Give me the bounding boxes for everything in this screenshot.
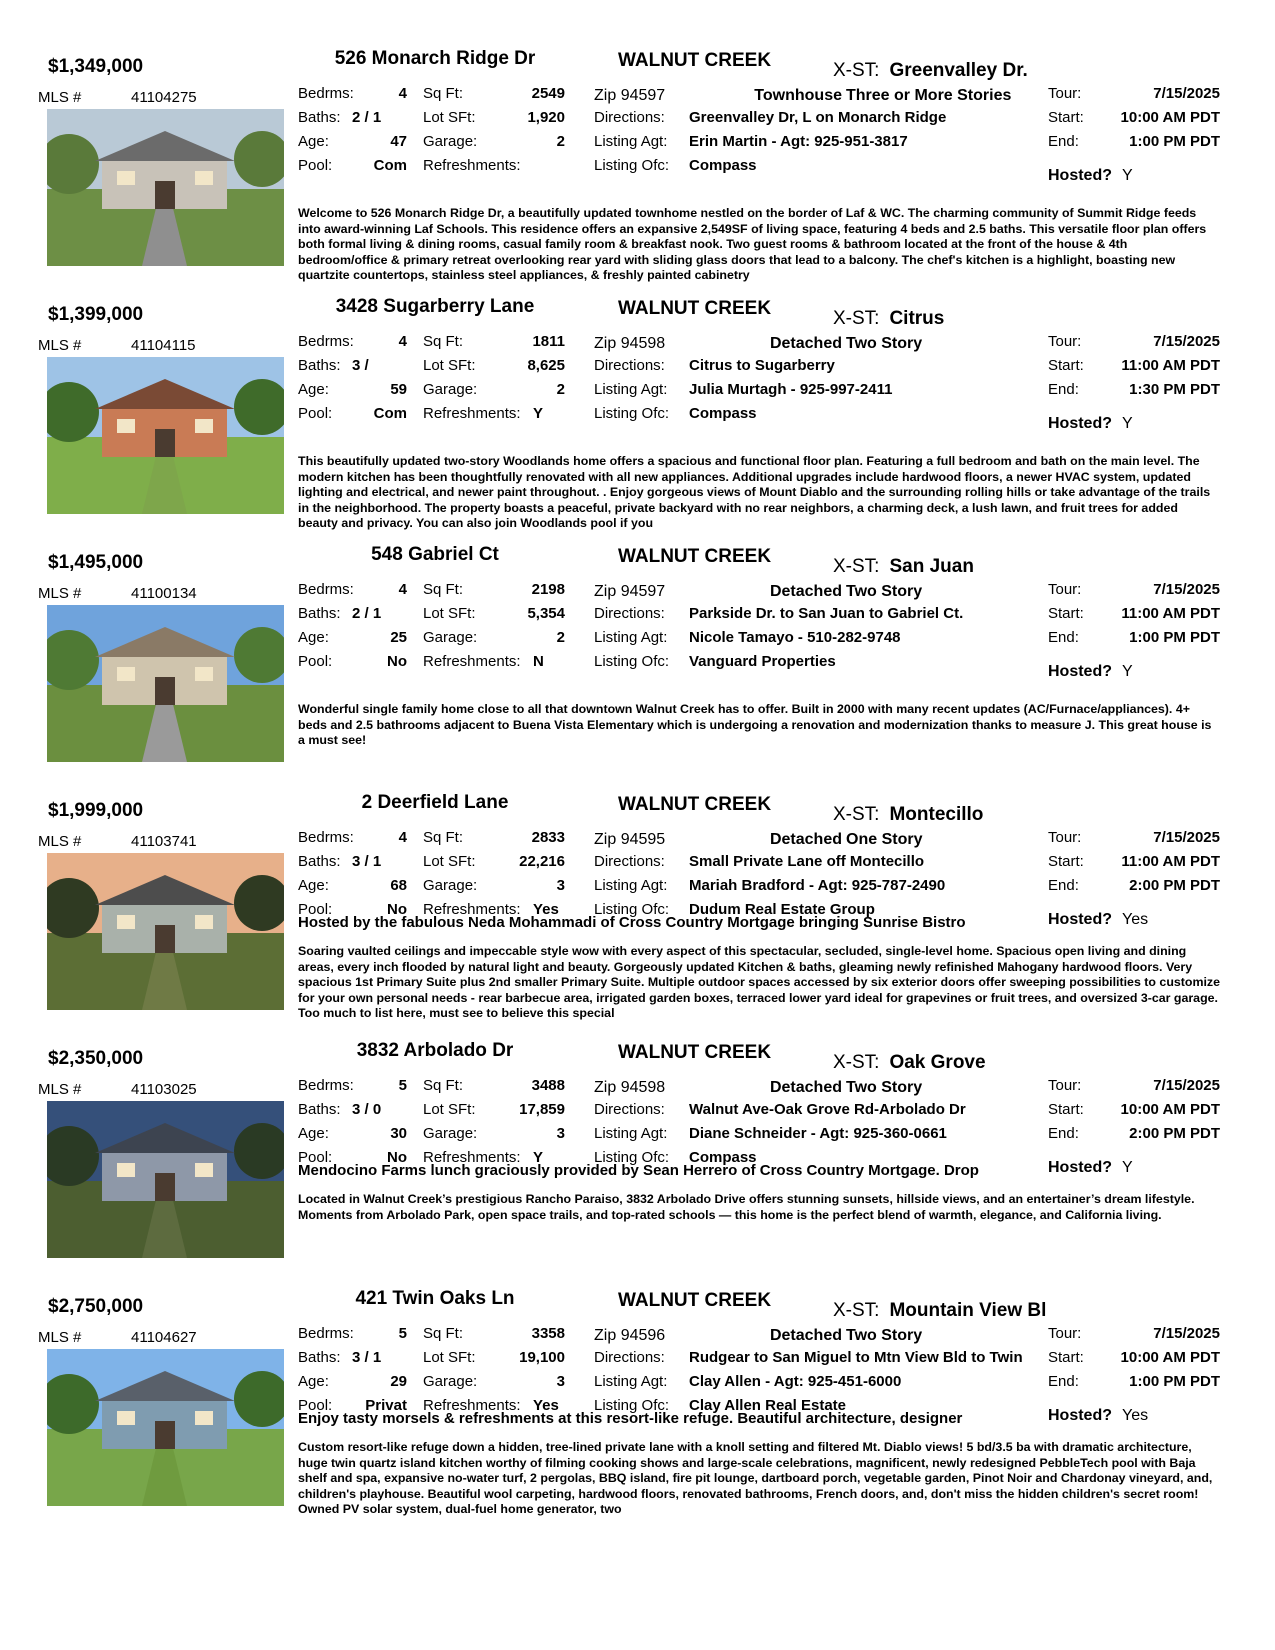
lot-sqft-value: 17,859 [519,1101,565,1118]
open-house-note: Hosted by the fabulous Neda Mohammadi of Cross Country Mortgage bringing Sunrise Bistro [298,914,966,931]
lot-sqft-label: Lot SFt: [423,853,476,870]
garage-label: Garage: [423,133,478,150]
property-type: Townhouse [754,87,842,104]
listing-office-value: Compass [689,1149,757,1166]
garage-label: Garage: [423,381,478,398]
refreshments-label: Refreshments: [423,653,521,670]
listing-price: $2,750,000 [48,1296,144,1317]
directions-value: Rudgear to San Miguel to Mtn View Bld to Twin [689,1349,1023,1366]
listing-address: 548 Gabriel Ct [371,544,499,565]
sqft-label: Sq Ft: [423,829,464,846]
refreshments-value: Yes [533,901,559,918]
hosted [1048,911,1148,929]
hosted-label: Hosted? [1048,911,1112,928]
pool-label: Pool: [298,1149,333,1166]
age-value: 59 [390,381,407,398]
directions-label: Directions: [594,853,665,870]
zip-label: Zip 94598 [594,335,666,352]
hosted-value: Yes [1122,911,1149,928]
hosted-label: Hosted? [1048,663,1112,680]
listing-office-value: Clay Allen Real Estate [689,1397,847,1414]
lot-sqft-label: Lot SFt: [423,357,476,374]
hosted [1048,167,1133,185]
listing-address: 421 Twin Oaks Ln [355,1288,515,1309]
pool-value: Com [373,157,407,174]
start-label: Start: [1048,109,1084,126]
listing-card [0,1286,1275,1546]
start-label: Start: [1048,1349,1084,1366]
age-label: Age: [298,629,329,646]
listing-agent-label: Listing Agt: [594,1125,668,1142]
sqft-value: 3488 [531,1077,565,1094]
age-label: Age: [298,1373,329,1390]
mls-label: MLS # [38,585,82,602]
listing-agent-label: Listing Agt: [594,1373,668,1390]
baths-value: 3 / 1 [352,1349,382,1366]
listing-city: WALNUT CREEK [618,1290,772,1311]
tour-label: Tour: [1048,581,1082,598]
listing-office-label: Listing Ofc: [594,1149,670,1166]
pool-label: Pool: [298,405,333,422]
listing-card [0,294,1275,554]
cross-street [833,556,974,578]
property-photo [47,109,284,266]
mls-label: MLS # [38,337,82,354]
zip-value: 94597 [620,583,666,600]
bedrooms-label: Bedrms: [298,1077,354,1094]
cross-street-value: San Juan [889,556,974,577]
tour-date: 7/15/2025 [1153,829,1220,846]
sqft-value: 2198 [531,581,565,598]
sqft-value: 2549 [531,85,565,102]
zip-label: Zip 94596 [594,1327,666,1344]
property-stories: Two Story [846,335,923,352]
listing-price: $2,350,000 [48,1048,144,1069]
mls-number: 41104275 [131,89,197,106]
property-photo [47,853,284,1010]
end-time: 1:00 PM PDT [1129,1373,1220,1390]
listing-agent-label: Listing Agt: [594,133,668,150]
mls-number: 41104627 [131,1329,197,1346]
listing-description: Soaring vaulted ceilings and impeccable style wow with every aspect of this spectacular, secluded, single-level home. Spacious open living and dining areas, every inch flooded by natural light and beauty. Gorgeously updated Kitchen & baths, gleaming newly refinished Mahogany hardwood floors. Very spacious 1st Primary Suite plus 2nd smaller Primary Suite. Multiple outdoor spaces accessed by six exterior doors offer sweeping possibilities to customize for your own personal needs - rear barbecue area, irrigated garden boxes, terraced lower yard ideal for grapevines or fruit trees, and oversized 3-car garage. Too much to list here, must see to believe this special [298,944,1220,1020]
listing-office-label: Listing Ofc: [594,405,670,422]
lot-sqft-label: Lot SFt: [423,1101,476,1118]
cross-street [833,804,983,826]
cross-street-label: X-ST: [833,60,880,81]
tour-date: 7/15/2025 [1153,333,1220,350]
hosted [1048,415,1133,433]
bedrooms-label: Bedrms: [298,85,354,102]
cross-street-value: Montecillo [889,804,984,825]
tour-label: Tour: [1048,85,1082,102]
baths-value: 3 / 1 [352,853,382,870]
pool-label: Pool: [298,1397,333,1414]
tour-label: Tour: [1048,333,1082,350]
listing-price: $1,399,000 [48,304,144,325]
listing-address: 3428 Sugarberry Lane [335,296,535,317]
end-label: End: [1048,877,1079,894]
property-photo [47,605,284,762]
directions-label: Directions: [594,357,665,374]
property-type: Detached [769,583,842,600]
pool-value: No [387,1149,407,1166]
listing-card [0,1038,1275,1298]
cross-street-value: Citrus [889,308,945,329]
end-label: End: [1048,1125,1079,1142]
sqft-label: Sq Ft: [423,333,464,350]
garage-value: 2 [556,381,565,398]
age-value: 29 [390,1373,407,1390]
start-time: 11:00 AM PDT [1121,605,1220,622]
mls-label: MLS # [38,1081,82,1098]
cross-street [833,1300,1046,1322]
sqft-label: Sq Ft: [423,581,464,598]
garage-value: 2 [556,629,565,646]
property-type: Detached [769,335,842,352]
cross-street [833,60,1028,82]
end-time: 2:00 PM PDT [1129,1125,1220,1142]
start-label: Start: [1048,853,1084,870]
listing-agent-value: Mariah Bradford - Agt: 925-787-2490 [689,877,946,894]
baths-value: 3 / 0 [352,1101,382,1118]
listing-price: $1,495,000 [48,552,144,573]
end-time: 1:00 PM PDT [1129,629,1220,646]
cross-street-label: X-ST: [833,1300,880,1321]
lot-sqft-label: Lot SFt: [423,109,476,126]
end-time: 1:30 PM PDT [1129,381,1220,398]
baths-label: Baths: [298,357,341,374]
garage-value: 2 [556,133,565,150]
directions-value: Parkside Dr. to San Juan to Gabriel Ct. [689,605,964,622]
listing-agent-label: Listing Agt: [594,877,668,894]
mls-label: MLS # [38,89,82,106]
refreshments-value: Y [533,405,544,422]
tour-date: 7/15/2025 [1153,85,1220,102]
listing-office-value: Compass [689,157,757,174]
pool-value: Com [373,405,407,422]
cross-street [833,308,944,330]
lot-sqft-label: Lot SFt: [423,1349,476,1366]
age-label: Age: [298,1125,329,1142]
hosted-value: Y [1122,663,1133,680]
start-time: 11:00 AM PDT [1121,357,1220,374]
mls-number: 41103025 [131,1081,197,1098]
garage-value: 3 [556,1125,565,1142]
tour-label: Tour: [1048,1077,1082,1094]
bedrooms-value: 5 [398,1077,407,1094]
cross-street-value: Greenvalley Dr. [889,60,1028,81]
pool-label: Pool: [298,157,333,174]
listing-address: 2 Deerfield Lane [361,792,509,813]
refreshments-label: Refreshments: [423,1149,521,1166]
baths-value: 2 / 1 [352,605,382,622]
listing-office-label: Listing Ofc: [594,1397,670,1414]
listing-city: WALNUT CREEK [618,298,772,319]
zip-label: Zip 94597 [594,583,666,600]
listing-city: WALNUT CREEK [618,50,772,71]
cross-street-label: X-ST: [833,556,880,577]
refreshments-label: Refreshments: [423,405,521,422]
lot-sqft-value: 5,354 [527,605,565,622]
listing-description: Welcome to 526 Monarch Ridge Dr, a beautifully updated townhome nestled on the border of Laf & WC. The charming community of Summit Ridge feeds into award-winning Laf Schools. This residence offers an expansive 2,549SF of living space, featuring 4 beds and 2.5 baths. This versatile floor plan offers both formal living & dining rooms, casual family room & breakfast nook. Two guest rooms & bathroom located at the front of the house & 4th bedroom/office & primary retreat overlooking rear yard with sliding glass doors that lead to a balcony. The chef's kitchen is a highlight, boasting new quartzite countertops, stainless steel appliances, & freshly painted cabinetry [298,206,1207,282]
property-photo [47,1349,284,1506]
zip-value: 94597 [620,87,666,104]
property-type: Detached [769,1327,842,1344]
zip-value: 94595 [620,831,666,848]
lot-sqft-value: 22,216 [519,853,565,870]
listing-office-value: Compass [689,405,757,422]
mls-number: 41100134 [131,585,197,602]
listing-city: WALNUT CREEK [618,1042,772,1063]
listing-address: 526 Monarch Ridge Dr [334,48,536,69]
bedrooms-value: 4 [398,829,407,846]
property-photo [47,357,284,514]
baths-value: 2 / 1 [352,109,382,126]
sqft-value: 2833 [531,829,565,846]
age-value: 47 [390,133,407,150]
listing-agent-value: Erin Martin - Agt: 925-951-3817 [689,133,908,150]
age-value: 68 [390,877,407,894]
refreshments-label: Refreshments: [423,1397,521,1414]
listing-agent-value: Julia Murtagh - 925-997-2411 [689,381,893,398]
tour-date: 7/15/2025 [1153,1325,1220,1342]
start-time: 10:00 AM PDT [1120,1349,1220,1366]
listing-office-label: Listing Ofc: [594,901,670,918]
pool-label: Pool: [298,653,333,670]
listing-office-label: Listing Ofc: [594,157,670,174]
lot-sqft-value: 1,920 [527,109,565,126]
property-stories: One Story [846,831,923,848]
start-label: Start: [1048,357,1084,374]
listing-office-value: Dudum Real Estate Group [689,901,875,918]
open-house-note: Enjoy tasty morsels & refreshments at this resort-like refuge. Beautiful architecture, designer [298,1410,963,1427]
listing-city: WALNUT CREEK [618,794,772,815]
listing-description: Located in Walnut Creek’s prestigious Rancho Paraiso, 3832 Arbolado Drive offers stunning sunsets, hillside views, and an entertainer’s dream lifestyle. Moments from Arbolado Park, open space trails, and top-rated schools — this home is the perfect blend of warmth, elegance, and California living. [298,1192,1195,1222]
end-time: 1:00 PM PDT [1129,133,1220,150]
directions-value: Citrus to Sugarberry [689,357,835,374]
hosted [1048,1407,1148,1425]
tour-label: Tour: [1048,829,1082,846]
start-time: 10:00 AM PDT [1120,109,1220,126]
refreshments-value: Yes [533,1397,559,1414]
sqft-label: Sq Ft: [423,85,464,102]
end-label: End: [1048,1373,1079,1390]
lot-sqft-label: Lot SFt: [423,605,476,622]
hosted-value: Yes [1122,1407,1149,1424]
zip-value: 94598 [620,1079,666,1096]
bedrooms-value: 4 [398,333,407,350]
zip-value: 94596 [620,1327,666,1344]
garage-label: Garage: [423,1125,478,1142]
property-stories: Three or More Stories [846,87,1012,104]
property-stories: Two Story [846,583,923,600]
cross-street-label: X-ST: [833,1052,880,1073]
listing-card [0,790,1275,1050]
bedrooms-label: Bedrms: [298,1325,354,1342]
refreshments-label: Refreshments: [423,901,521,918]
listing-agent-label: Listing Agt: [594,629,668,646]
bedrooms-label: Bedrms: [298,581,354,598]
lot-sqft-value: 8,625 [527,357,565,374]
hosted-label: Hosted? [1048,1407,1112,1424]
baths-label: Baths: [298,109,341,126]
property-photo [47,1101,284,1258]
property-stories: Two Story [846,1327,923,1344]
zip-label: Zip 94597 [594,87,666,104]
directions-label: Directions: [594,1349,665,1366]
zip-label: Zip 94598 [594,1079,666,1096]
end-time: 2:00 PM PDT [1129,877,1220,894]
age-value: 25 [390,629,407,646]
bedrooms-value: 4 [398,85,407,102]
end-label: End: [1048,629,1079,646]
mls-number: 41104115 [131,337,196,354]
bedrooms-value: 4 [398,581,407,598]
bedrooms-label: Bedrms: [298,829,354,846]
directions-label: Directions: [594,605,665,622]
sqft-value: 1811 [532,333,565,350]
directions-value: Small Private Lane off Montecillo [689,853,925,870]
garage-value: 3 [556,877,565,894]
garage-label: Garage: [423,629,478,646]
baths-label: Baths: [298,605,341,622]
pool-value: Privat [365,1397,407,1414]
hosted-label: Hosted? [1048,415,1112,432]
property-stories: Two Story [846,1079,923,1096]
listing-price: $1,999,000 [48,800,144,821]
listing-description: This beautifully updated two-story Woodlands home offers a spacious and functional floor plan. Featuring a full bedroom and bath on the main level. The modern kitchen has been thoughtfully renovated with all new appliances. Additional upgrades include hardwood floors, a newer HVAC system, updated lighting and electrical, and newer paint throughout. . Enjoy gorgeous views of Mount Diablo and the surrounding rolling hills or take advantage of the trails in the neighborhood. The property boasts a peaceful, private backyard with no rear neighbors, a charming deck, a lush lawn, and fruit trees for added beauty and privacy. You can also join Woodlands pool if you [298,454,1211,530]
hosted [1048,1159,1133,1177]
bedrooms-label: Bedrms: [298,333,354,350]
tour-label: Tour: [1048,1325,1082,1342]
mls-label: MLS # [38,833,82,850]
end-label: End: [1048,381,1079,398]
property-type: Detached [769,1079,842,1096]
pool-value: No [387,901,407,918]
listing-office-value: Vanguard Properties [689,653,836,670]
garage-label: Garage: [423,877,478,894]
mls-number: 41103741 [131,833,197,850]
hosted [1048,663,1133,681]
hosted-label: Hosted? [1048,167,1112,184]
listing-agent-value: Clay Allen - Agt: 925-451-6000 [689,1373,902,1390]
zip-label: Zip 94595 [594,831,666,848]
baths-value: 3 / [352,357,369,374]
start-time: 10:00 AM PDT [1120,1101,1220,1118]
refreshments-label: Refreshments: [423,157,521,174]
age-label: Age: [298,381,329,398]
cross-street-label: X-ST: [833,804,880,825]
listing-address: 3832 Arbolado Dr [356,1040,514,1061]
tour-date: 7/15/2025 [1153,581,1220,598]
baths-label: Baths: [298,1101,341,1118]
listing-agent-value: Diane Schneider - Agt: 925-360-0661 [689,1125,947,1142]
sqft-label: Sq Ft: [423,1325,464,1342]
hosted-value: Y [1122,167,1133,184]
age-value: 30 [390,1125,407,1142]
directions-label: Directions: [594,1101,665,1118]
listing-card [0,542,1275,802]
directions-value: Walnut Ave-Oak Grove Rd-Arbolado Dr [689,1101,966,1118]
property-type: Detached [769,831,842,848]
listing-card [0,46,1275,306]
age-label: Age: [298,133,329,150]
sqft-value: 3358 [531,1325,565,1342]
directions-label: Directions: [594,109,665,126]
baths-label: Baths: [298,1349,341,1366]
refreshments-value: N [533,653,544,670]
baths-label: Baths: [298,853,341,870]
sqft-label: Sq Ft: [423,1077,464,1094]
open-house-note: Mendocino Farms lunch graciously provided by Sean Herrero of Cross Country Mortgage. Drop [298,1162,979,1179]
zip-value: 94598 [620,335,666,352]
garage-value: 3 [556,1373,565,1390]
hosted-label: Hosted? [1048,1159,1112,1176]
listing-price: $1,349,000 [48,56,144,77]
bedrooms-value: 5 [398,1325,407,1342]
cross-street-value: Oak Grove [889,1052,986,1073]
age-label: Age: [298,877,329,894]
tour-date: 7/15/2025 [1153,1077,1220,1094]
start-time: 11:00 AM PDT [1121,853,1220,870]
hosted-value: Y [1122,415,1133,432]
listing-agent-value: Nicole Tamayo - 510-282-9748 [689,629,901,646]
refreshments-value: Y [533,1149,544,1166]
hosted-value: Y [1122,1159,1133,1176]
cross-street-value: Mountain View Bl [889,1300,1047,1321]
listing-office-label: Listing Ofc: [594,653,670,670]
directions-value: Greenvalley Dr, L on Monarch Ridge [689,109,947,126]
listing-description: Wonderful single family home close to all that downtown Walnut Creek has to offer. Built in 2000 with many recent updates (AC/Furnace/appliances). 4+ beds and 2.5 bathrooms adjacent to Buena Vista Elementary which is undergoing a renovation and modernization thanks to measure J. This great house is a must see! [298,702,1212,747]
pool-label: Pool: [298,901,333,918]
listing-agent-label: Listing Agt: [594,381,668,398]
garage-label: Garage: [423,1373,478,1390]
mls-label: MLS # [38,1329,82,1346]
listing-description: Custom resort-like refuge down a hidden, tree-lined private lane with a knoll setting and filtered Mt. Diablo views! 5 bd/3.5 ba with dramatic architecture, huge twin quartz island kitchen worthy of filming cooking shows and large-scale celebrations, magnificent, newly redesigned PebbleTech pool with Baja shelf and spa, expansive no-water turf, 2 pergolas, BBQ island, fire pit lounge, dartboard porch, vegetable garden, Pinot Noir and Chardonay vineyard, and, children's playhouse. Beautiful wool carpeting, hardwood floors, renovated bathrooms, French doors, and, don't miss the hidden children's secret room! Owned PV solar system, dual-fuel home generator, two [298,1440,1213,1516]
cross-street-label: X-ST: [833,308,880,329]
listing-city: WALNUT CREEK [618,546,772,567]
pool-value: No [387,653,407,670]
lot-sqft-value: 19,100 [519,1349,565,1366]
end-label: End: [1048,133,1079,150]
cross-street [833,1052,986,1074]
start-label: Start: [1048,605,1084,622]
start-label: Start: [1048,1101,1084,1118]
